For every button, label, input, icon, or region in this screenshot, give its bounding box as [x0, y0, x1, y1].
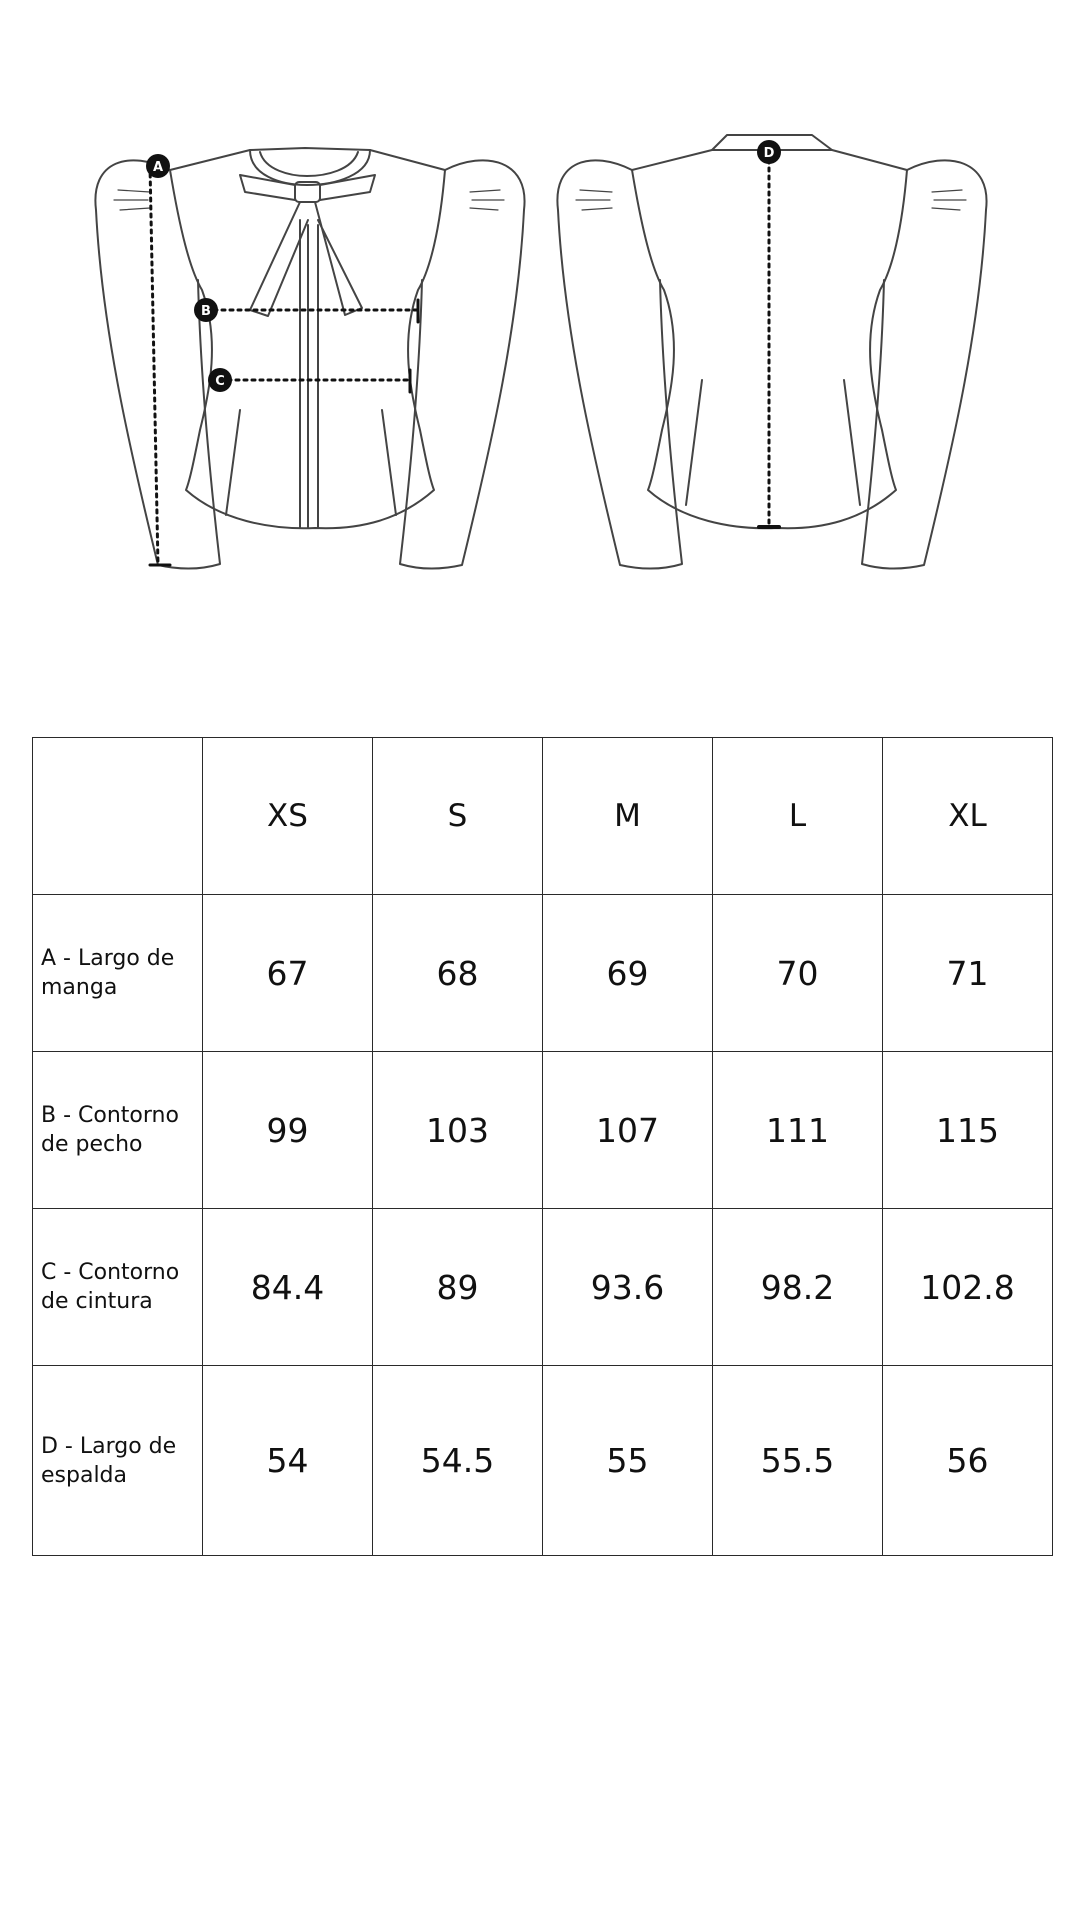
back-view [557, 135, 986, 569]
size-header-xl: XL [883, 738, 1053, 895]
garment-diagram-svg [90, 130, 1000, 580]
value-cell: 111 [713, 1052, 883, 1209]
garment-diagram [90, 130, 1000, 580]
value-cell: 54.5 [373, 1366, 543, 1556]
value-cell: 70 [713, 895, 883, 1052]
front-view [95, 148, 524, 569]
marker-d [757, 140, 781, 164]
value-cell: 55.5 [713, 1366, 883, 1556]
value-cell: 54 [203, 1366, 373, 1556]
size-header-m: M [543, 738, 713, 895]
table-row [33, 1052, 1053, 1209]
marker-b [194, 298, 218, 322]
marker-a [146, 154, 170, 178]
svg-text:B: B [201, 304, 211, 319]
size-header-xs: XS [203, 738, 373, 895]
value-cell: 84.4 [203, 1209, 373, 1366]
svg-text:C: C [215, 374, 225, 389]
svg-text:D: D [763, 146, 775, 161]
table-row [33, 1366, 1053, 1556]
row-label-sleeve-length: A - Largo de manga [33, 895, 203, 1052]
value-cell: 93.6 [543, 1209, 713, 1366]
header-empty-cell [33, 738, 203, 895]
value-cell: 115 [883, 1052, 1053, 1209]
value-cell: 69 [543, 895, 713, 1052]
value-cell: 98.2 [713, 1209, 883, 1366]
table-row [33, 1209, 1053, 1366]
marker-c [208, 368, 232, 392]
row-label-chest: B - Contorno de pecho [33, 1052, 203, 1209]
size-chart-table [32, 737, 1053, 1556]
row-label-waist: C - Contorno de cintura [33, 1209, 203, 1366]
table-row [33, 895, 1053, 1052]
value-cell: 56 [883, 1366, 1053, 1556]
size-header-l: L [713, 738, 883, 895]
value-cell: 102.8 [883, 1209, 1053, 1366]
size-header-s: S [373, 738, 543, 895]
table-header-row [33, 738, 1053, 895]
value-cell: 89 [373, 1209, 543, 1366]
value-cell: 55 [543, 1366, 713, 1556]
value-cell: 103 [373, 1052, 543, 1209]
value-cell: 99 [203, 1052, 373, 1209]
value-cell: 67 [203, 895, 373, 1052]
value-cell: 107 [543, 1052, 713, 1209]
svg-text:A: A [152, 160, 164, 175]
value-cell: 68 [373, 895, 543, 1052]
row-label-back-length: D - Largo de espalda [33, 1366, 203, 1556]
value-cell: 71 [883, 895, 1053, 1052]
